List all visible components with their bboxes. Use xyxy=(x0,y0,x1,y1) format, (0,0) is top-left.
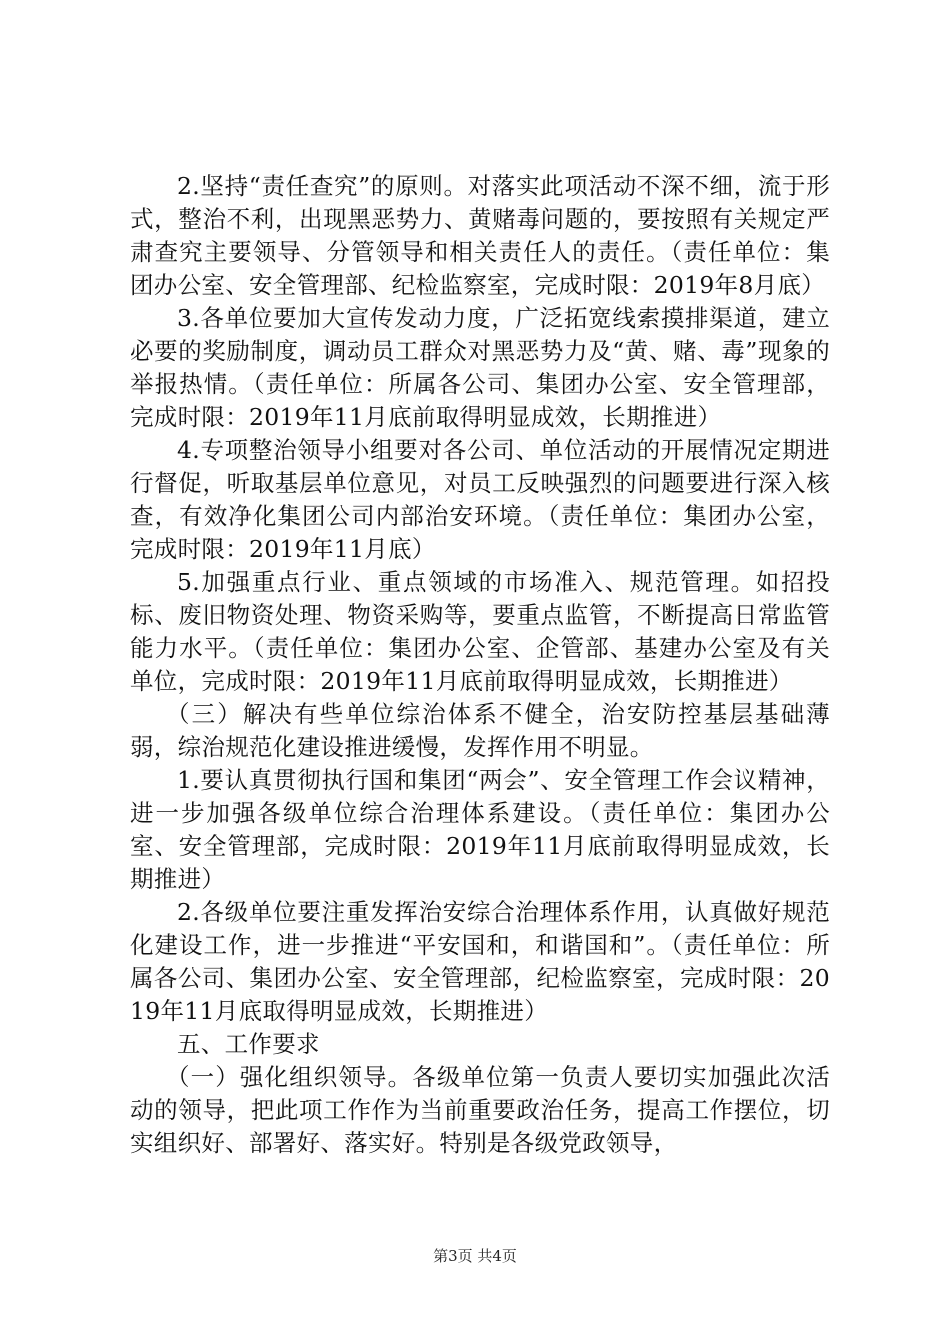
paragraph-section-3-heading: （三）解决有些单位综治体系不健全，治安防控基层基础薄弱，综治规范化建设推进缓慢，发挥作用不明显。 xyxy=(130,700,830,761)
paragraph-item-5-market-access: 5.加强重点行业、重点领域的市场准入、规范管理。如招投标、废旧物资处理、物资采购等，要重点监管，不断提高日常监管能力水平。（责任单位：集团办公室、企管部、基建办公室及有关单位，完成时限：2019年11月底前取得明显成效，长期推进） xyxy=(130,568,830,695)
page-number-footer: 第3页 共4页 xyxy=(433,1247,517,1265)
paragraph-item-1-system-building: 1.要认真贯彻执行国和集团“两会”、安全管理工作会议精神，进一步加强各级单位综合治理体系建设。（责任单位：集团办公室、安全管理部，完成时限：2019年11月底前取得明显成效，长期推进） xyxy=(130,766,830,893)
paragraph-item-2-standardization: 2.各级单位要注重发挥治安综合治理体系作用，认真做好规范化建设工作，进一步推进“平安国和，和谐国和”。（责任单位：所属各公司、集团办公室、安全管理部，纪检监察室，完成时限：2019年11月底取得明显成效，长期推进） xyxy=(130,898,830,1025)
section-heading-work-requirements: 五、工作要求 xyxy=(177,1030,320,1058)
paragraph-organization-leadership: （一）强化组织领导。各级单位第一负责人要切实加强此次活动的领导，把此项工作作为当前重要政治任务，提高工作摆位，切实组织好、部署好、落实好。特别是各级党政领导， xyxy=(130,1063,830,1157)
document-body xyxy=(130,170,830,1160)
paragraph-item-3-publicity: 3.各单位要加大宣传发动力度，广泛拓宽线索摸排渠道，建立必要的奖励制度，调动员工群众对黑恶势力及“黄、赌、毒”现象的举报热情。（责任单位：所属各公司、集团办公室、安全管理部，完成时限：2019年11月底前取得明显成效，长期推进） xyxy=(130,304,830,431)
paragraph-item-2-accountability: 2.坚持“责任查究”的原则。对落实此项活动不深不细，流于形式，整治不利，出现黑恶势力、黄赌毒问题的，要按照有关规定严肃查究主要领导、分管领导和相关责任人的责任。（责任单位：集团办公室、安全管理部、纪检监察室，完成时限：2019年8月底） xyxy=(130,172,830,299)
paragraph-item-4-supervision: 4.专项整治领导小组要对各公司、单位活动的开展情况定期进行督促，听取基层单位意见，对员工反映强烈的问题要进行深入核查，有效净化集团公司内部治安环境。（责任单位：集团办公室，完成时限：2019年11月底） xyxy=(130,436,830,563)
